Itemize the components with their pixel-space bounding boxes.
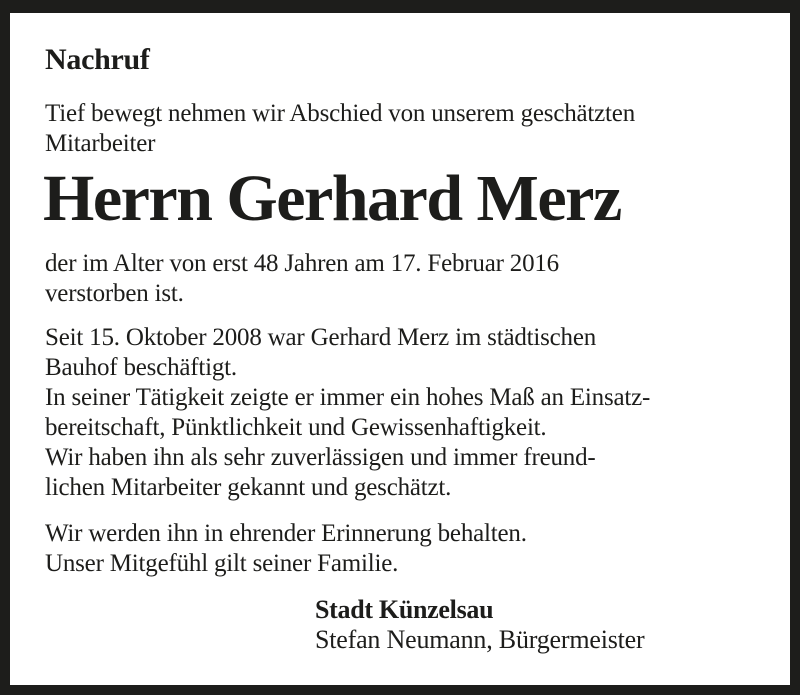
tribute-line: Seit 15. Oktober 2008 war Gerhard Merz im städtischen [45, 324, 597, 351]
intro-line: Mitarbeiter [45, 130, 156, 157]
notice-kicker: Nachruf [45, 43, 150, 76]
signature-block [315, 595, 762, 655]
intro-line: Tief bewegt nehmen wir Abschied von unserem geschätzten [45, 100, 636, 127]
intro-paragraph [45, 99, 762, 159]
tribute-line: Bauhof beschäftigt. [45, 354, 237, 381]
remembrance-paragraph [45, 519, 762, 579]
death-info-paragraph [45, 249, 762, 309]
remembrance-line: Wir werden ihn in ehrender Erinnerung behalten. [45, 520, 527, 547]
tribute-line: Wir haben ihn als sehr zuverlässigen und immer freund- [45, 444, 596, 471]
tribute-line: lichen Mitarbeiter gekannt und geschätzt. [45, 474, 452, 501]
deceased-name-heading: Herrn Gerhard Merz [43, 162, 621, 235]
signature-organization: Stadt Künzelsau [315, 595, 494, 624]
death-info-line: der im Alter von erst 48 Jahren am 17. Februar 2016 [45, 250, 559, 277]
tribute-line: In seiner Tätigkeit zeigte er immer ein hohes Maß an Einsatz- [45, 384, 651, 411]
tribute-paragraph [45, 323, 762, 503]
signature-signatory: Stefan Neumann, Bürgermeister [315, 625, 645, 654]
death-info-line: verstorben ist. [45, 280, 184, 307]
remembrance-line: Unser Mitgefühl gilt seiner Familie. [45, 550, 399, 577]
tribute-line: bereitschaft, Pünktlichkeit und Gewissenhaftigkeit. [45, 414, 547, 441]
